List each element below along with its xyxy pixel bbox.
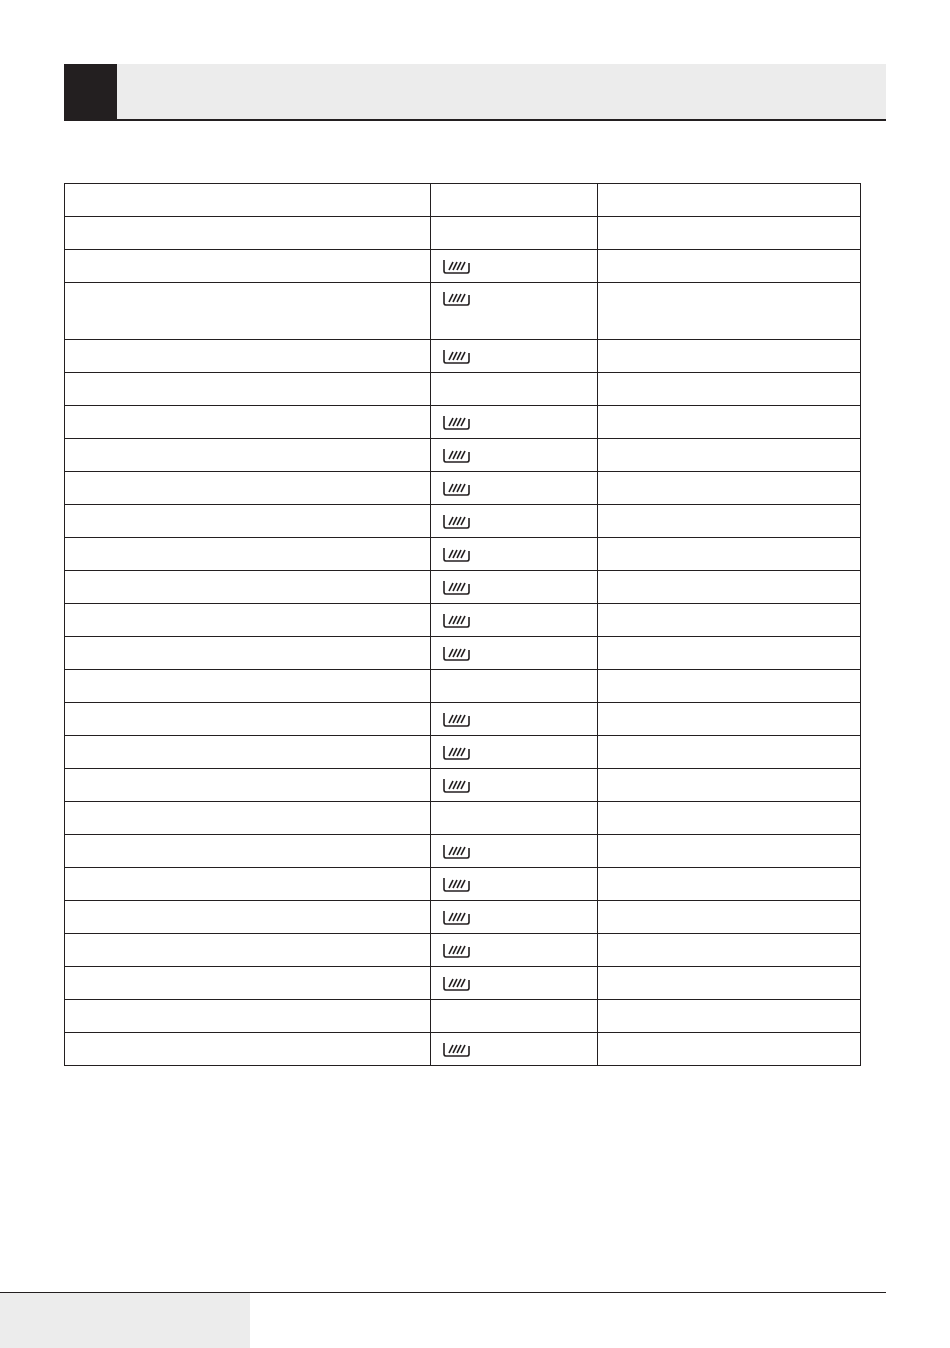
table-cell <box>598 769 861 802</box>
table-cell <box>65 340 431 373</box>
steam-tray-icon <box>441 875 473 893</box>
table-row <box>65 439 861 472</box>
table-cell <box>431 769 598 802</box>
table-cell <box>431 1000 598 1033</box>
table-cell <box>65 703 431 736</box>
table-cell <box>65 835 431 868</box>
table-cell <box>65 1033 431 1066</box>
table-cell <box>65 967 431 1000</box>
table-cell <box>598 802 861 835</box>
table-cell <box>598 1033 861 1066</box>
table-cell <box>431 967 598 1000</box>
steam-tray-icon <box>441 289 473 307</box>
table-cell <box>431 802 598 835</box>
table-row <box>65 250 861 283</box>
steam-tray-icon <box>441 842 473 860</box>
table-cell <box>431 406 598 439</box>
table-header-row <box>65 184 861 217</box>
table-cell <box>431 868 598 901</box>
steam-tray-icon <box>441 611 473 629</box>
table-row <box>65 340 861 373</box>
table-cell <box>65 1000 431 1033</box>
table-cell <box>65 505 431 538</box>
table-cell <box>65 439 431 472</box>
steam-tray-icon <box>441 776 473 794</box>
table-cell <box>598 250 861 283</box>
table-row <box>65 802 861 835</box>
table-cell <box>598 439 861 472</box>
section-header <box>64 64 886 121</box>
table-cell <box>598 340 861 373</box>
steam-tray-icon <box>441 446 473 464</box>
table-row <box>65 571 861 604</box>
table-row <box>65 769 861 802</box>
table-cell <box>598 868 861 901</box>
table-cell <box>431 340 598 373</box>
table-row <box>65 373 861 406</box>
table-row <box>65 934 861 967</box>
table-cell <box>598 505 861 538</box>
table-cell <box>65 571 431 604</box>
table-cell <box>598 217 861 250</box>
steam-tray-icon <box>441 941 473 959</box>
table-row <box>65 637 861 670</box>
steam-tray-icon <box>441 479 473 497</box>
steam-tray-icon <box>441 347 473 365</box>
table-cell <box>65 538 431 571</box>
table-cell <box>431 1033 598 1066</box>
table-cell <box>598 571 861 604</box>
steam-tray-icon <box>441 644 473 662</box>
table-cell <box>431 439 598 472</box>
table-cell <box>65 472 431 505</box>
table-row <box>65 670 861 703</box>
table-row <box>65 835 861 868</box>
table-cell <box>431 472 598 505</box>
table-cell <box>598 283 861 340</box>
table-cell <box>65 736 431 769</box>
steam-tray-icon <box>441 974 473 992</box>
table-cell <box>65 406 431 439</box>
table-row <box>65 1000 861 1033</box>
table-cell <box>65 283 431 340</box>
steam-tray-icon <box>441 710 473 728</box>
table-cell <box>431 250 598 283</box>
table-cell <box>65 373 431 406</box>
table-cell <box>431 283 598 340</box>
table-cell <box>598 406 861 439</box>
table-cell <box>65 934 431 967</box>
table-cell <box>65 901 431 934</box>
table-cell <box>598 373 861 406</box>
table-cell <box>598 967 861 1000</box>
steam-tray-icon <box>441 578 473 596</box>
table-cell <box>598 1000 861 1033</box>
table-cell <box>598 835 861 868</box>
table-cell <box>431 670 598 703</box>
table-cell <box>598 736 861 769</box>
table-cell <box>598 901 861 934</box>
table-row <box>65 283 861 340</box>
table-row <box>65 505 861 538</box>
table-cell <box>65 604 431 637</box>
steam-tray-icon <box>441 545 473 563</box>
table-cell <box>65 802 431 835</box>
table-cell <box>431 835 598 868</box>
table-row <box>65 1033 861 1066</box>
table-cell <box>431 901 598 934</box>
section-marker-block <box>64 64 117 119</box>
steam-tray-icon <box>441 743 473 761</box>
table-row <box>65 736 861 769</box>
table-row <box>65 406 861 439</box>
table-cell <box>598 670 861 703</box>
program-table <box>64 183 861 1066</box>
table-row <box>65 604 861 637</box>
steam-tray-icon <box>441 413 473 431</box>
table-cell <box>431 571 598 604</box>
table-header-cell <box>65 184 431 217</box>
table-row <box>65 967 861 1000</box>
steam-tray-icon <box>441 257 473 275</box>
table-row <box>65 472 861 505</box>
footer-page-box <box>0 1293 250 1348</box>
table-row <box>65 538 861 571</box>
table-row <box>65 703 861 736</box>
table-cell <box>65 868 431 901</box>
table-cell <box>431 373 598 406</box>
table-cell <box>431 604 598 637</box>
table-cell <box>65 217 431 250</box>
table-cell <box>65 250 431 283</box>
table-cell <box>598 472 861 505</box>
table-cell <box>431 703 598 736</box>
table-cell <box>598 538 861 571</box>
steam-tray-icon <box>441 1040 473 1058</box>
steam-tray-icon <box>441 908 473 926</box>
table-cell <box>65 769 431 802</box>
table-cell <box>431 736 598 769</box>
table-cell <box>65 670 431 703</box>
table-cell <box>431 538 598 571</box>
table-header-cell <box>431 184 598 217</box>
steam-tray-icon <box>441 512 473 530</box>
table-cell <box>598 604 861 637</box>
table-cell <box>431 505 598 538</box>
table-cell <box>598 703 861 736</box>
table-header-cell <box>598 184 861 217</box>
table-cell <box>431 934 598 967</box>
table-cell <box>431 637 598 670</box>
table-cell <box>431 217 598 250</box>
program-table-body <box>65 184 861 1066</box>
table-cell <box>65 637 431 670</box>
table-cell <box>598 934 861 967</box>
table-row <box>65 217 861 250</box>
table-cell <box>598 637 861 670</box>
table-row <box>65 901 861 934</box>
table-row <box>65 868 861 901</box>
